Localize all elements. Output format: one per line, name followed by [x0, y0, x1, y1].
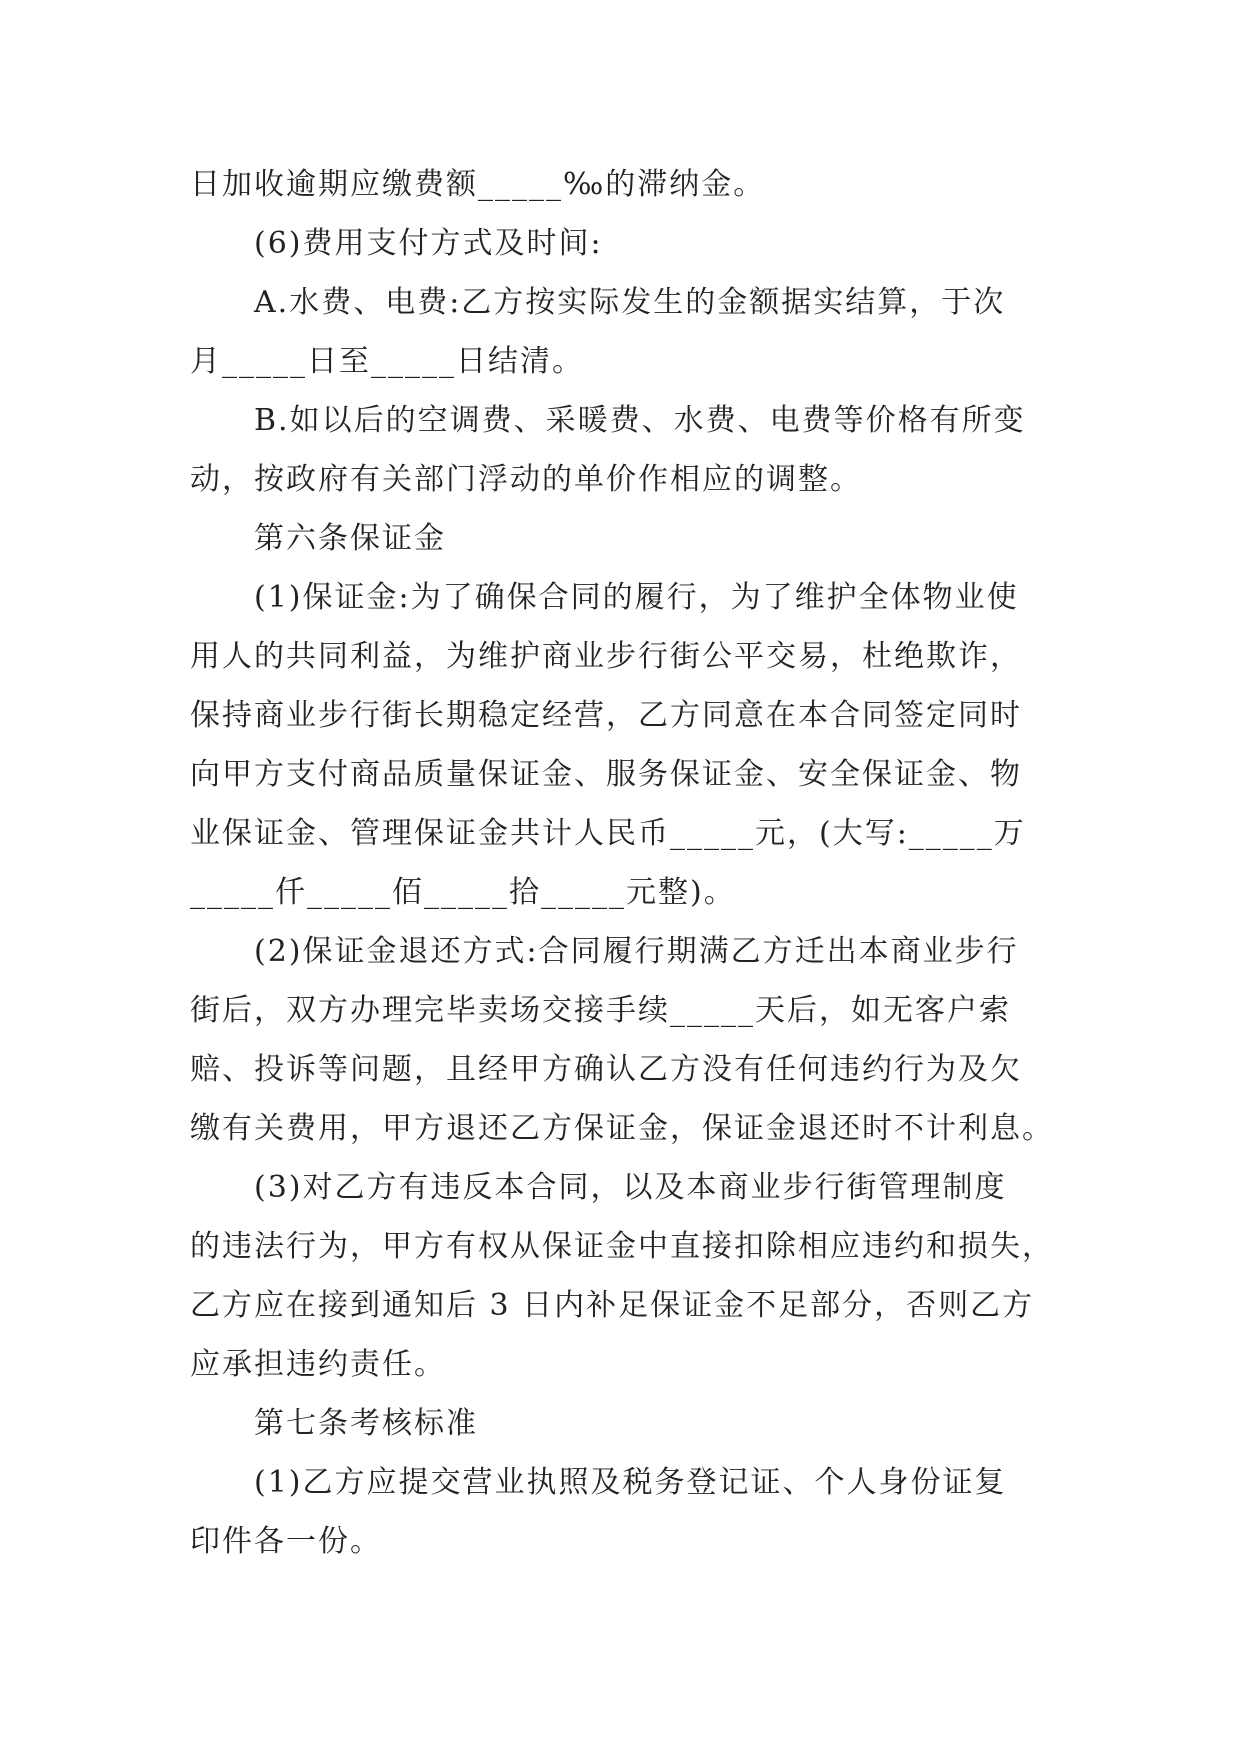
text-line: (2)保证金退还方式:合同履行期满乙方迁出本商业步行 — [254, 934, 1019, 969]
text-line: (1)保证金:为了确保合同的履行，为了维护全体物业使 — [254, 580, 1019, 615]
text-line: (6)费用支付方式及时间: — [254, 226, 603, 261]
text-line: 用人的共同利益，为维护商业步行街公平交易，杜绝欺诈， — [190, 639, 1022, 674]
text-line: 的违法行为，甲方有权从保证金中直接扣除相应违约和损失， — [190, 1229, 1054, 1264]
text-line: 乙方应在接到通知后 3 日内补足保证金不足部分，否则乙方 — [190, 1288, 1035, 1323]
text-line: 向甲方支付商品质量保证金、服务保证金、安全保证金、物 — [190, 757, 1022, 792]
section-heading: 第七条考核标准 — [254, 1406, 478, 1441]
section-heading: 第六条保证金 — [254, 521, 446, 556]
text-line: 街后，双方办理完毕卖场交接手续_____天后，如无客户索 — [190, 993, 1011, 1028]
text-line: A.水费、电费:乙方按实际发生的金额据实结算，于次 — [254, 285, 1006, 320]
text-line: 印件各一份。 — [190, 1524, 382, 1559]
text-line: 日加收逾期应缴费额_____‰的滞纳金。 — [190, 167, 766, 202]
text-line: (1)乙方应提交营业执照及税务登记证、个人身份证复 — [254, 1465, 1007, 1500]
text-line: 月_____日至_____日结清。 — [190, 344, 584, 379]
text-line: 保持商业步行街长期稳定经营，乙方同意在本合同签定同时 — [190, 698, 1022, 733]
text-line: (3)对乙方有违反本合同，以及本商业步行街管理制度 — [254, 1170, 1007, 1205]
text-line: 业保证金、管理保证金共计人民币_____元，(大写:_____万 — [190, 816, 1026, 851]
text-line: 动，按政府有关部门浮动的单价作相应的调整。 — [190, 462, 862, 497]
text-line: 应承担违约责任。 — [190, 1347, 446, 1382]
text-line: B.如以后的空调费、采暖费、水费、电费等价格有所变 — [254, 403, 1026, 438]
text-line: _____仟_____佰_____拾_____元整)。 — [190, 875, 736, 910]
text-line: 赔、投诉等问题，且经甲方确认乙方没有任何违约行为及欠 — [190, 1052, 1022, 1087]
text-line: 缴有关费用，甲方退还乙方保证金，保证金退还时不计利息。 — [190, 1111, 1054, 1146]
document-body — [190, 155, 1060, 1571]
